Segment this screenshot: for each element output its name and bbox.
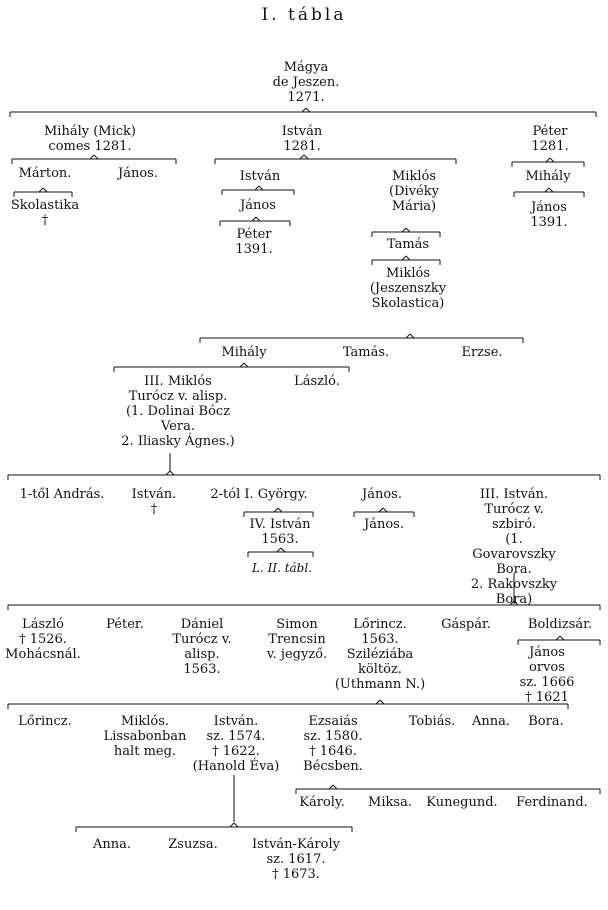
- bracket-mihaly-children: [90, 155, 94, 159]
- node-miksa: Miksa.: [368, 795, 412, 810]
- node-gaspar: Gáspár.: [441, 617, 491, 632]
- node-erzse: Erzse.: [461, 345, 503, 360]
- bracket-miklos-iii-children: [170, 471, 174, 475]
- bracket-gyorgy-child: [278, 508, 282, 512]
- node-lorincz-b: Lőrincz.: [18, 714, 72, 729]
- node-simon: Simon Trencsin v. jegyző.: [266, 617, 328, 662]
- node-istvan-1281: István 1281.: [281, 124, 323, 154]
- node-laszlo-b: László † 1526. Mohácsnál.: [5, 617, 81, 662]
- node-miklos-jeszenszky: Miklós (Jeszenszky Skolastica): [369, 266, 447, 311]
- bracket-mihaly-child: [549, 188, 553, 192]
- node-peter-1281: Péter 1281.: [531, 124, 569, 154]
- bracket-marton-child: [43, 188, 47, 192]
- bracket-istvan-child: [255, 186, 259, 190]
- table-title: I. tábla: [261, 5, 347, 25]
- node-zsuzsa: Zsuzsa.: [168, 837, 218, 852]
- bracket-istvan-1574-children: [230, 823, 234, 827]
- bracket-marton-child: [39, 188, 43, 192]
- node-peter-b: Péter.: [106, 617, 144, 632]
- bracket-miklos-iii-children: [166, 471, 170, 475]
- node-istvan-b: István: [239, 169, 281, 184]
- node-janos-1391: János 1391.: [530, 200, 568, 230]
- bracket-tamas-child: [406, 256, 410, 260]
- node-anna-a: Anna.: [471, 714, 511, 729]
- bracket-istvan-children: [300, 155, 304, 159]
- bracket-mihaly-c-children: [240, 363, 244, 367]
- bracket-janos-child: [252, 217, 256, 221]
- node-istvan-1574: István. sz. 1574. † 1622. (Hanold Éva): [192, 714, 280, 774]
- node-laszlo-a: László.: [294, 374, 340, 389]
- node-janos-orvos: János orvos sz. 1666 † 1621: [519, 645, 575, 705]
- node-tamas-b: Tamás.: [342, 345, 390, 360]
- node-daniel: Dániel Turócz v. alisp. 1563.: [172, 617, 232, 677]
- bracket-janos-c-child: [383, 508, 387, 512]
- bracket-ezsaias-children: [333, 785, 337, 789]
- node-andras: 1-től András.: [19, 487, 105, 502]
- node-janos-b: János: [240, 198, 276, 213]
- node-tamas-a: Tamás: [386, 237, 430, 252]
- node-mihaly-b: Mihály: [525, 169, 571, 184]
- node-istvan-iv: IV. István 1563.: [249, 517, 311, 547]
- bracket-miklos-child: [402, 228, 406, 232]
- node-kunegund: Kunegund.: [426, 795, 498, 810]
- bracket-peter-child: [550, 158, 554, 162]
- bracket-istvan-1574-children: [234, 823, 238, 827]
- node-miklos-iii: III. Miklós Turócz v. alisp. (1. Dolinai Bócz Vera. 2. Iliasky Ágnes.): [121, 374, 235, 449]
- bracket-janos-child: [256, 217, 260, 221]
- node-bora: Bora.: [528, 714, 564, 729]
- node-lorincz-a: Lőrincz. 1563. Sziléziába költöz. (Uthmann N.): [334, 617, 426, 692]
- node-miklos-lissabon: Miklós. Lissabonban halt meg.: [103, 714, 187, 759]
- bracket-ezsaias-children: [329, 785, 333, 789]
- node-janos-a: János.: [118, 166, 158, 181]
- bracket-peter-child: [546, 158, 550, 162]
- bracket-miklos-jeszenszky-children: [410, 334, 414, 338]
- bracket-boldizsar-child: [560, 636, 564, 640]
- bracket-tamas-child: [402, 256, 406, 260]
- bracket-istvan-iv-ref: [277, 548, 281, 552]
- bracket-lorincz-children: [380, 700, 384, 704]
- bracket-miklos-child: [406, 228, 410, 232]
- node-magya: Mágya de Jeszen. 1271.: [272, 60, 340, 105]
- node-anna-b: Anna.: [92, 837, 132, 852]
- node-mihaly-c: Mihály: [221, 345, 267, 360]
- bracket-gyorgy-child: [274, 508, 278, 512]
- bracket-gen-1: [302, 108, 306, 112]
- bracket-miklos-jeszenszky-children: [406, 334, 410, 338]
- node-istvan-c: István. †: [131, 487, 177, 517]
- node-gyorgy: 2-tól I. György.: [210, 487, 308, 502]
- bracket-boldizsar-child: [556, 636, 560, 640]
- node-boldizsar: Boldizsár.: [527, 617, 593, 632]
- node-istvan-karoly: István-Károly sz. 1617. † 1673.: [252, 837, 340, 882]
- node-ferdinand: Ferdinand.: [516, 795, 588, 810]
- node-istvan-iii: III. István. Turócz v. szbiró. (1. Govarovszky Bora. 2. Rakovszky Bora): [470, 487, 558, 607]
- node-ezsaias: Ezsaiás sz. 1580. † 1646. Bécsben.: [303, 714, 363, 774]
- bracket-lorincz-children: [376, 700, 380, 704]
- bracket-istvan-children: [304, 155, 308, 159]
- bracket-janos-c-child: [379, 508, 383, 512]
- node-janos-c: János.: [362, 487, 402, 502]
- node-janos-d: János.: [364, 517, 404, 532]
- node-miklos-diveky: Miklós (Divéky Mária): [389, 169, 439, 214]
- node-mihaly-mick: Mihály (Mick) comes 1281.: [44, 124, 136, 154]
- node-marton: Márton.: [18, 166, 72, 181]
- node-karoly: Károly.: [299, 795, 345, 810]
- bracket-istvan-child: [259, 186, 263, 190]
- bracket-gen-1: [306, 108, 310, 112]
- node-skolastika: Skolastika †: [10, 198, 80, 228]
- bracket-mihaly-children: [94, 155, 98, 159]
- bracket-istvan-iv-ref: [281, 548, 285, 552]
- node-peter-1391: Péter 1391.: [235, 227, 273, 257]
- node-tobias: Tobiás.: [408, 714, 456, 729]
- bracket-mihaly-c-children: [244, 363, 248, 367]
- node-table-reference: L. II. tábl.: [251, 561, 313, 575]
- bracket-mihaly-child: [545, 188, 549, 192]
